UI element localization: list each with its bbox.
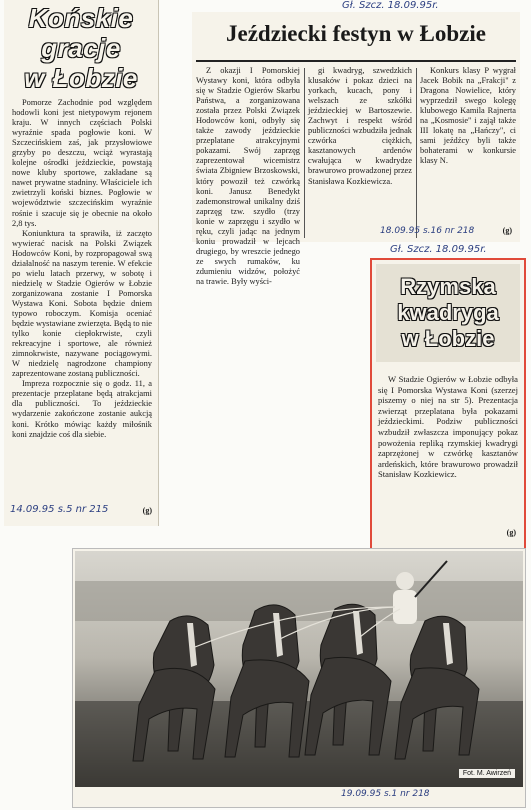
title-line-3: w Łobzie bbox=[24, 63, 138, 93]
title-line-1: Rzymska bbox=[400, 274, 496, 299]
article-rzymska-kwadryga bbox=[370, 258, 526, 550]
article-title bbox=[397, 274, 499, 352]
column-divider bbox=[416, 68, 417, 238]
title-line-2: kwadryga bbox=[397, 300, 499, 325]
handwritten-source-note: Gł. Szcz. 18.09.95r. bbox=[342, 0, 439, 11]
article-konskie-gracje bbox=[4, 0, 159, 526]
handwritten-date-note: 19.09.95 s.1 nr 218 bbox=[341, 789, 430, 799]
handwritten-source-note: Gł. Szcz. 18.09.95r. bbox=[390, 244, 487, 255]
handwritten-date-note: 14.09.95 s.5 nr 215 bbox=[10, 504, 109, 515]
column-3 bbox=[420, 66, 516, 166]
author-signature: (g) bbox=[142, 506, 152, 515]
paragraph: W Stadzie Ogierów w Łobzie odbyła się I Pomorska Wystawa Koni (szerzej piszemy o niej na str 5). Prezentacja zwierząt przeplatana była pokazami jeździeckimi. Podziw publiczności wzbudził zwłaszcza imponujący pokaz powożenia repliką rzymskiej kwadrygi zaprzężonej w czwórkę kasztanów ardeńskich, które brawurowo prowadził Stanisław Kozkiewicz. bbox=[378, 374, 518, 480]
title-box bbox=[376, 264, 520, 362]
paragraph: Impreza rozpocznie się o godz. 11, a prezentacje przeplatane będą atrakcjami dla publiczności. To jeździeckie wydarzenie zakończone zostanie aukcją koni. Krótko mówiąc każdy miłośnik koni znajdzie coś dla siebie. bbox=[12, 379, 152, 439]
author-signature: (g) bbox=[506, 528, 516, 537]
column-2 bbox=[308, 66, 412, 187]
column-text: Konkurs klasy P wygrał Jacek Bobik na „Frakcji" z Dragona Nowielice, który wyprzedził swego kolegę klubowego Kamila Rajnerta na „Kosmosie" i zajął także III lokatę na „Hańczy", ci sami jeźdźcy byli także bohaterami w konkursie klasy N. bbox=[420, 66, 516, 166]
title-line-3: w Łobzie bbox=[401, 326, 495, 351]
article-body bbox=[378, 374, 518, 480]
article-title: Jeździecki festyn w Łobzie bbox=[226, 21, 486, 46]
article-body bbox=[12, 98, 152, 440]
horses-quadriga-photo bbox=[75, 551, 523, 787]
paragraph: Koniunktura ta sprawiła, iż zaczęto wywierać nacisk na Polski Związek Hodowców Koni, by rozpropagował swą działalność na naszym terenie. W efekcie po wielu latach przerwy, w sobotę i niedzielę w Stadzie Ogierów w Łobzie zorganizowana zostanie I Pomorska Wystawa Koni. Sobota będzie dniem typowo roboczym. Komisja oceniać będzie wystawiane zwierzęta. Będą to nie tylko konie ciepłokrwiste, czyli rekreacyjne i sportowe, ale również zimnokrwiste, nazywane pociągowymi. W niedzielę nagrodzone championy zaprezentowane zostaną publiczności. bbox=[12, 228, 152, 379]
title-line-2: gracje bbox=[41, 33, 121, 63]
column-text: Z okazji I Pomorskiej Wystawy koni, która odbyła się w Stadzie Ogierów Skarbu Państwa, a zorganizowana została przez Polski Związek Hodowców koni, odbyły się także zawody jeździeckie przeplatane atrakcyjnymi pokazami. Swój zaprzęg zaprezentował wicemistrz świata Zbigniew Brzoskowski, który powoził też czwórką koni. Janusz Benedykt zademonstrował unikalny dziś zaprzęg tzw. szydło (trzy konie w zaprzęgu i szydło w ręku, czyli jadąc na jednym koniu prowadził w lejcach drugiego, by wreszcie jednego ze swych rumaków, ku zdumieniu widzów, położyć na trawie. Były wyści- bbox=[196, 66, 300, 286]
photo-clipping bbox=[72, 548, 526, 808]
paragraph: Pomorze Zachodnie pod względem hodowli koni jest nietypowym rejonem kraju. W innych częściach Polski wyraźnie spada pogłowie koni. W Szczecińskiem zaś, jak przysłowiowe grzyby po deszczu, wciąż wyrastają kolejne ośrodki jeździeckie, powstają nowe kluby sportowe, zakładane są nawet prywatne stadniny. Właściciele ich zwietrzyli koński biznes. Pogłowie w województwie szczecińskim wyraźnie rośnie i szacuje się je obecnie na około 2,8 tys. bbox=[12, 98, 152, 228]
photo-credit: Fot. M. Awirzeń bbox=[459, 769, 515, 778]
column-divider bbox=[304, 68, 305, 238]
article-title bbox=[4, 3, 158, 93]
title-line-1: Końskie bbox=[28, 3, 134, 33]
column-1 bbox=[196, 66, 300, 287]
handwritten-date-note: 18.09.95 s.16 nr 218 bbox=[380, 226, 475, 236]
title-rule bbox=[196, 60, 516, 62]
author-signature: (g) bbox=[502, 226, 512, 235]
column-text: gi kwadryg, szwedzkich klusaków i pokaz dzieci na yorkach, kucach, pony i welszach ze szkółki jeździeckiej w Bartoszewie. Zachwyt i respekt wśród publiczności wzbudziła jednak czwórka ciężkich, kasztanowych ardenów cwałująca w kwadrydze brawurowo prowadzonej przez Stanisława Kozkiewicza. bbox=[308, 66, 412, 186]
